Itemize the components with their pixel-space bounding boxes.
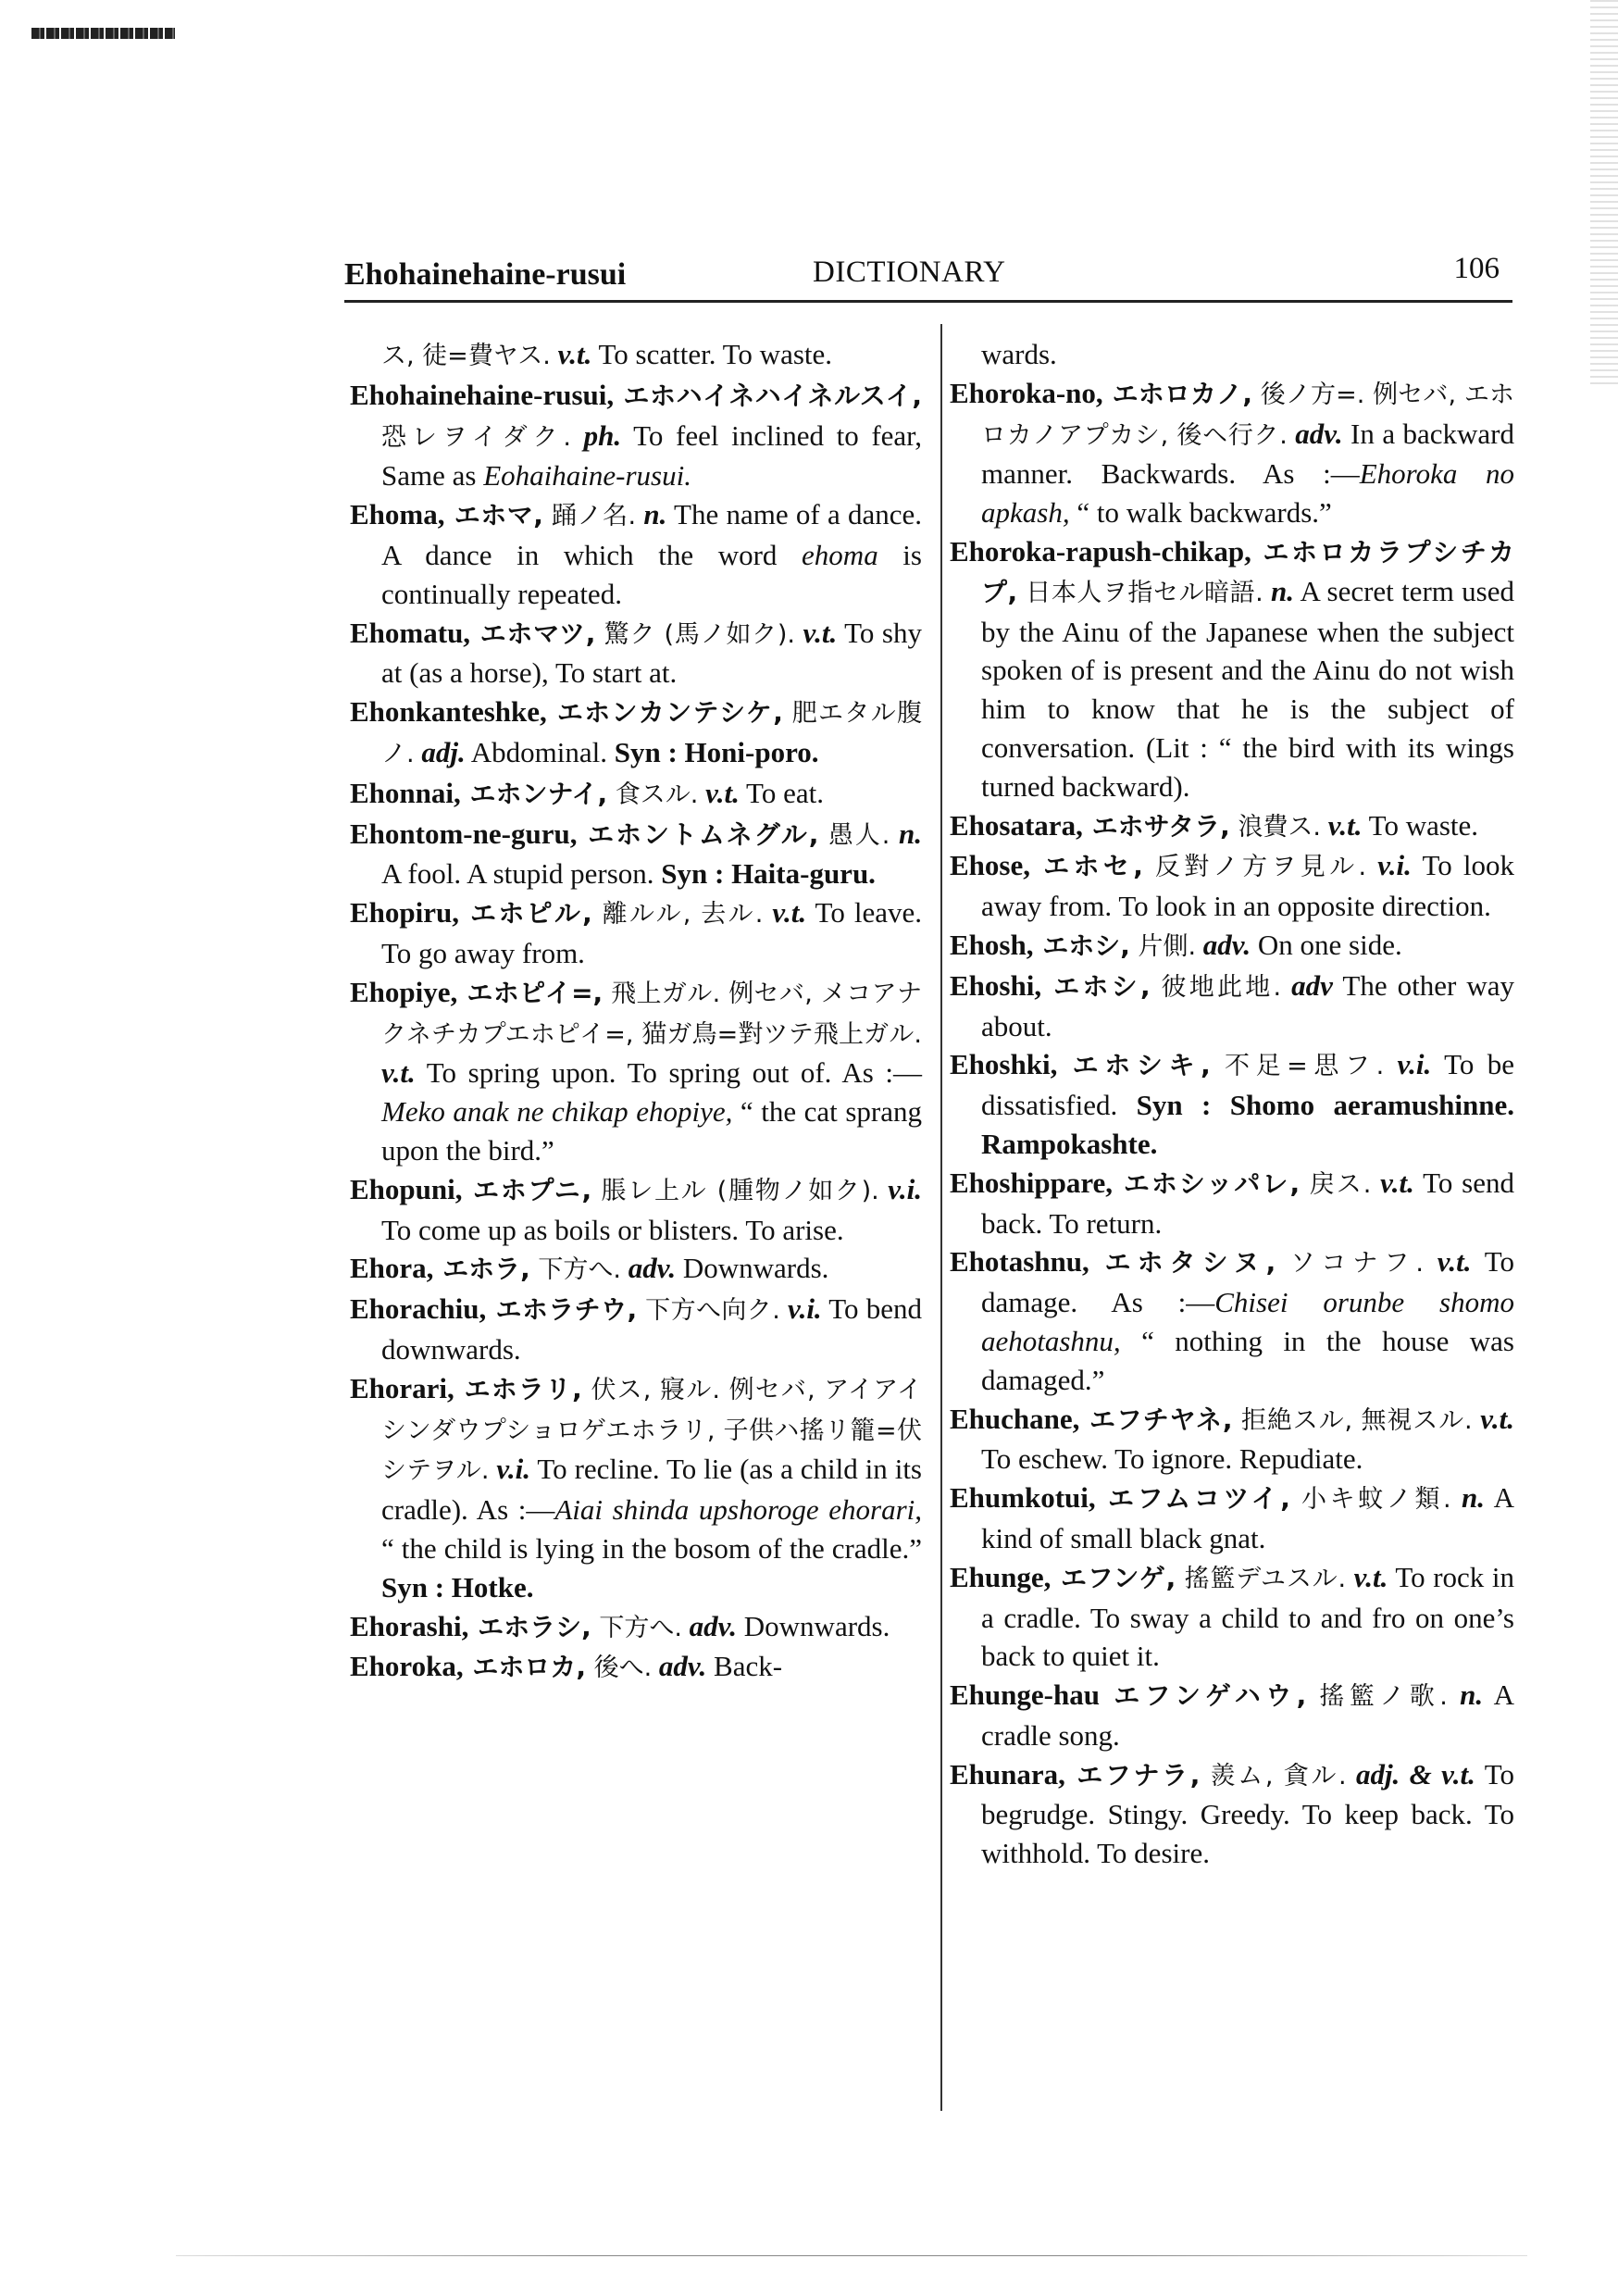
headword: Ehomatu, (350, 616, 471, 649)
definition-text: To feel inclined to fear, Same as (381, 418, 922, 493)
katakana-reading: エホラ, (433, 1254, 530, 1285)
katakana-reading: エホラリ, (454, 1373, 582, 1404)
japanese-gloss: 羨ム, 貪ル. (1200, 1761, 1347, 1791)
headword: Ehontom-ne-guru, (350, 817, 578, 850)
japanese-gloss: 不足=思フ. (1210, 1052, 1385, 1081)
japanese-gloss: 下方へ. (529, 1255, 621, 1285)
definition-text: To eschew. To ignore. Repudiate. (981, 1442, 1363, 1476)
definition-text: To begrudge. Stingy. Greedy. To keep back. To withhold. To desire. (981, 1757, 1514, 1870)
part-of-speech: v.t. (1371, 1166, 1414, 1199)
dictionary-entry (950, 1755, 1514, 1873)
headword: Ehoma, (350, 498, 445, 531)
japanese-gloss: 離ルル, 去ル. (591, 900, 764, 930)
definition-text: Back- (706, 1650, 783, 1683)
headword: Ehosh, (950, 928, 1034, 961)
dictionary-entry (950, 1045, 1514, 1163)
definition-text: To scatter. To waste. (591, 338, 833, 370)
part-of-speech: v.i. (1384, 1048, 1432, 1081)
japanese-gloss: ソコナフ. (1276, 1249, 1425, 1279)
part-of-speech: adj. (414, 735, 466, 768)
katakana-reading: エホシキ, (1057, 1050, 1211, 1081)
japanese-gloss: 搖籃ノ歌. (1306, 1682, 1448, 1712)
definition-text: “ to walk backwards.” (1069, 496, 1332, 530)
part-of-speech: adv. (621, 1252, 677, 1285)
katakana-reading: エホントムネグル, (577, 818, 819, 850)
dictionary-entry (350, 774, 922, 815)
left-column (350, 335, 922, 1688)
definition-text: is continually repeated. (381, 538, 922, 610)
japanese-gloss: 戻ス. (1300, 1169, 1372, 1199)
dictionary-entry (350, 335, 922, 376)
katakana-reading: エホマ, (444, 500, 543, 531)
katakana-reading: エホマツ, (470, 618, 596, 649)
dictionary-entry (350, 1647, 922, 1688)
japanese-gloss: 浪費ス. (1229, 812, 1321, 842)
dictionary-entry (950, 1164, 1514, 1243)
part-of-speech: v.t. (1321, 808, 1363, 842)
katakana-reading: エホセ, (1030, 851, 1143, 882)
dictionary-entry (950, 967, 1514, 1046)
part-of-speech: adv. (652, 1650, 707, 1683)
synonym: Syn : Haita-guru. (661, 857, 876, 891)
japanese-gloss: 下方へ. (591, 1613, 682, 1642)
katakana-reading: エホサタラ, (1082, 810, 1230, 842)
katakana-reading: エホロカ, (463, 1652, 586, 1683)
part-of-speech: ph. (570, 418, 622, 452)
japanese-gloss: 脹レ上ル (腫物ノ如ク). (591, 1176, 879, 1205)
definition-text: To look away from. To look in an opposite direction. (981, 849, 1514, 923)
headword: Ehoroka, (350, 1650, 464, 1683)
dictionary-entry (950, 806, 1514, 847)
japanese-gloss: 食スル. (607, 780, 699, 809)
right-column (950, 335, 1514, 1873)
definition-text: “ the child is lying in the bosom of the cradle.” (381, 1531, 922, 1565)
katakana-reading: エホハイネハイネルスイ, (614, 380, 922, 411)
headword: Ehoroka-no, (950, 376, 1103, 409)
part-of-speech: v.i. (779, 1292, 822, 1326)
katakana-reading: エフンゲハウ, (1099, 1680, 1307, 1712)
definition-text: To eat. (739, 776, 824, 809)
part-of-speech: v.t. (1472, 1402, 1514, 1435)
example-text: Ehoroka no apkash, (981, 457, 1514, 530)
part-of-speech: n. (636, 498, 667, 531)
part-of-speech: v.i. (489, 1453, 531, 1486)
definition-text: A kind of small black gnat. (981, 1481, 1514, 1554)
definition-text: On one side. (1251, 928, 1402, 961)
headword: Ehoshippare, (950, 1166, 1114, 1199)
page-header (344, 248, 1512, 294)
definition-text: To waste. (1362, 808, 1479, 842)
part-of-speech: v.t. (698, 776, 740, 809)
katakana-reading: エホシ, (1041, 970, 1151, 1002)
headword: Ehumkotui, (950, 1481, 1096, 1515)
example-text: Eohaihaine-rusui. (483, 459, 691, 493)
definition-text: The other way about. (981, 968, 1515, 1042)
dictionary-entry (950, 846, 1514, 926)
definition-text: In a backward manner. Backwards. As :— (981, 417, 1515, 491)
katakana-reading: エホラシ, (468, 1611, 591, 1642)
katakana-reading: エフチヤネ, (1079, 1404, 1233, 1435)
part-of-speech: adv (1281, 968, 1333, 1002)
dictionary-entry (950, 1479, 1514, 1558)
dictionary-entry (350, 893, 922, 973)
japanese-gloss: 彼地此地. (1150, 972, 1282, 1002)
japanese-gloss: 搖籃デユスル. (1176, 1564, 1347, 1593)
definition-text: To damage. As :— (981, 1245, 1515, 1319)
dictionary-entry (350, 815, 922, 894)
scan-mark (31, 28, 175, 39)
japanese-gloss: 拒絶スル, 無視スル. (1232, 1405, 1473, 1435)
part-of-speech: v.i. (878, 1172, 922, 1205)
example-text: Chisei orunbe shomo aehotashnu, (981, 1286, 1514, 1357)
dictionary-entry (950, 926, 1514, 967)
definition-text: To come up as boils or blisters. To arise. (381, 1213, 844, 1246)
running-head: Ehohainehaine-rusui (344, 257, 627, 292)
katakana-reading: エフナラ, (1064, 1759, 1201, 1791)
synonym: Syn : Honi-poro. (614, 735, 819, 768)
definition-text: Downwards. (737, 1609, 890, 1642)
synonym: Syn : Shomo aeramushinne. Rampokashte. (981, 1089, 1514, 1160)
katakana-reading: エホシッパレ, (1113, 1167, 1301, 1199)
headword: Ehose, (950, 849, 1030, 882)
japanese-gloss: 驚ク (馬ノ如ク). (595, 619, 795, 649)
japanese-gloss: 伏ス, 寢ル. 例セバ, アイアイシンダウプショロゲエホラリ, 子供ハ搖リ籠=伏シテヲル. (381, 1375, 922, 1486)
definition-text: wards. (981, 338, 1057, 370)
column-divider (940, 324, 942, 2111)
definition-text: To leave. To go away from. (381, 896, 922, 969)
definition-text: To be dissatisfied. (981, 1048, 1514, 1122)
headword: Ehunge, (950, 1560, 1052, 1593)
headword: Ehuchane, (950, 1402, 1080, 1435)
part-of-speech: v.i. (1366, 849, 1412, 882)
headword: Ehoshki, (950, 1048, 1058, 1081)
page-number: 106 (1453, 252, 1500, 285)
definition-text: A cradle song. (981, 1678, 1514, 1752)
dictionary-entry (950, 335, 1514, 374)
headword: Ehoroka-rapush-chikap, (950, 534, 1251, 568)
headword: Ehorari, (350, 1371, 454, 1404)
example-text: Meko anak ne chikap ehopiye, (381, 1095, 733, 1129)
definition-text: To shy at (as a horse), To start at. (381, 616, 922, 690)
headword: Ehunara, (950, 1757, 1065, 1791)
dictionary-entry (950, 1400, 1514, 1479)
page-title: DICTIONARY (813, 256, 1006, 289)
definition-text: “ nothing in the house was damaged.” (981, 1324, 1514, 1396)
dictionary-entry (350, 614, 922, 693)
definition-text: To spring upon. To spring out of. As :— (415, 1056, 922, 1090)
headword: Ehorachiu, (350, 1292, 487, 1326)
headword: Ehopiru, (350, 896, 460, 930)
katakana-reading: エフムコツイ, (1095, 1483, 1290, 1515)
headword: Ehoshi, (950, 968, 1042, 1002)
part-of-speech: adv. (1287, 417, 1343, 450)
part-of-speech: v.t. (550, 338, 592, 370)
dictionary-entry (350, 693, 922, 774)
synonym: Syn : Hotke. (381, 1570, 534, 1603)
japanese-gloss: 肥エタル腹ノ. (381, 699, 922, 768)
japanese-gloss: ス, 徒=費ヤス. (381, 342, 551, 370)
katakana-reading: エホンカンテシケ, (546, 697, 783, 729)
definition-text: To rock in a cradle. To sway a child to and fro on one’s back to quiet it. (981, 1560, 1514, 1673)
part-of-speech: adv. (681, 1609, 738, 1642)
katakana-reading: エホタシヌ, (1089, 1247, 1276, 1279)
part-of-speech: v.t. (794, 616, 838, 649)
headword: Ehora, (350, 1252, 434, 1285)
part-of-speech: n. (1447, 1678, 1484, 1712)
definition-text: A secret term used by the Ainu of the Japanese when the subject spoken of is present and the Ainu do not wish him to know that he is the subject of conversation. (Lit : “ the bird with its wings turned backward). (981, 574, 1514, 803)
japanese-gloss: 小キ蚊ノ類. (1289, 1485, 1451, 1515)
headword: Ehotashnu, (950, 1245, 1089, 1279)
part-of-speech: v.t. (763, 896, 807, 930)
dictionary-entry (350, 973, 922, 1170)
japanese-gloss: 愚人. (818, 820, 890, 850)
part-of-speech: v.t. (1346, 1560, 1388, 1593)
katakana-reading: エホロカラプシチカプ, (981, 536, 1514, 607)
katakana-reading: エホピイ=, (457, 977, 604, 1008)
dictionary-entry (350, 1607, 922, 1648)
example-text: Aiai shinda upshoroge ehorari, (554, 1493, 923, 1527)
header-rule (344, 300, 1512, 303)
katakana-reading: エホピル, (459, 898, 592, 930)
japanese-gloss: 後ノ方=. 例セバ, エホロカノアプカシ, 後ヘ行ク. (981, 380, 1514, 450)
page-edge-shadow (1590, 0, 1618, 389)
headword: Ehonkanteshke, (350, 695, 547, 729)
katakana-reading: エフンゲ, (1051, 1562, 1176, 1593)
definition-text: To recline. To lie (as a child in its cradle). As :— (381, 1453, 922, 1527)
headword: Ehonnai, (350, 776, 461, 809)
headword: Ehohainehaine-rusui, (350, 378, 615, 411)
definition-text: “ the cat sprang upon the bird.” (381, 1095, 922, 1167)
part-of-speech: n. (1263, 574, 1294, 607)
japanese-gloss: 日本人ヲ指セル暗語. (1017, 578, 1263, 607)
definition-text: Downwards. (676, 1252, 829, 1285)
dictionary-entry (950, 1676, 1514, 1755)
headword: Ehosatara, (950, 808, 1083, 842)
definition-text: A fool. A stupid person. (381, 857, 662, 891)
dictionary-entry (950, 1242, 1514, 1399)
dictionary-entry (350, 1170, 922, 1250)
footer-rule (176, 2255, 1527, 2256)
katakana-reading: エホラチウ, (486, 1294, 638, 1326)
part-of-speech: v.t. (381, 1056, 416, 1090)
japanese-gloss: 片側. (1129, 931, 1197, 961)
katakana-reading: エホプニ, (462, 1174, 592, 1205)
dictionary-entry (950, 532, 1514, 806)
part-of-speech: adv. (1196, 928, 1251, 961)
japanese-gloss: 飛上ガル. 例セバ, メコアナクネチカプエホピイ=, 猫ガ鳥=對ツテ飛上ガル. (381, 979, 922, 1049)
katakana-reading: エホシ, (1033, 930, 1130, 961)
japanese-gloss: 恐レヲイダク. (381, 422, 571, 452)
katakana-reading: エホロカノ, (1102, 378, 1252, 409)
example-text: ehoma (802, 538, 878, 571)
dictionary-entry (950, 1558, 1514, 1676)
part-of-speech: v.t. (1424, 1245, 1472, 1279)
dictionary-entry (950, 374, 1514, 532)
japanese-gloss: 反對ノ方ヲ見ル. (1142, 853, 1367, 882)
dictionary-entry (350, 1369, 922, 1607)
part-of-speech: n. (1450, 1481, 1485, 1515)
headword: Ehunge-hau (950, 1678, 1100, 1712)
definition-text: To bend downwards. (381, 1292, 922, 1366)
definition-text: Abdominal. (465, 735, 615, 768)
headword: Ehopuni, (350, 1172, 463, 1205)
dictionary-entry (350, 1290, 922, 1369)
part-of-speech: n. (890, 817, 922, 850)
headword: Ehorashi, (350, 1609, 469, 1642)
headword: Ehopiye, (350, 975, 458, 1008)
katakana-reading: エホンナイ, (460, 778, 608, 809)
definition-text: The name of a dance. A dance in which the word (381, 498, 922, 571)
dictionary-entry (350, 495, 922, 613)
dictionary-entry (350, 376, 922, 495)
definition-text: To send back. To return. (981, 1166, 1514, 1240)
dictionary-entry (350, 1249, 922, 1290)
japanese-gloss: 後へ. (586, 1653, 653, 1683)
part-of-speech: adj. & v.t. (1346, 1757, 1475, 1791)
japanese-gloss: 下方へ向ク. (637, 1296, 780, 1326)
japanese-gloss: 踊ノ名. (542, 502, 637, 531)
